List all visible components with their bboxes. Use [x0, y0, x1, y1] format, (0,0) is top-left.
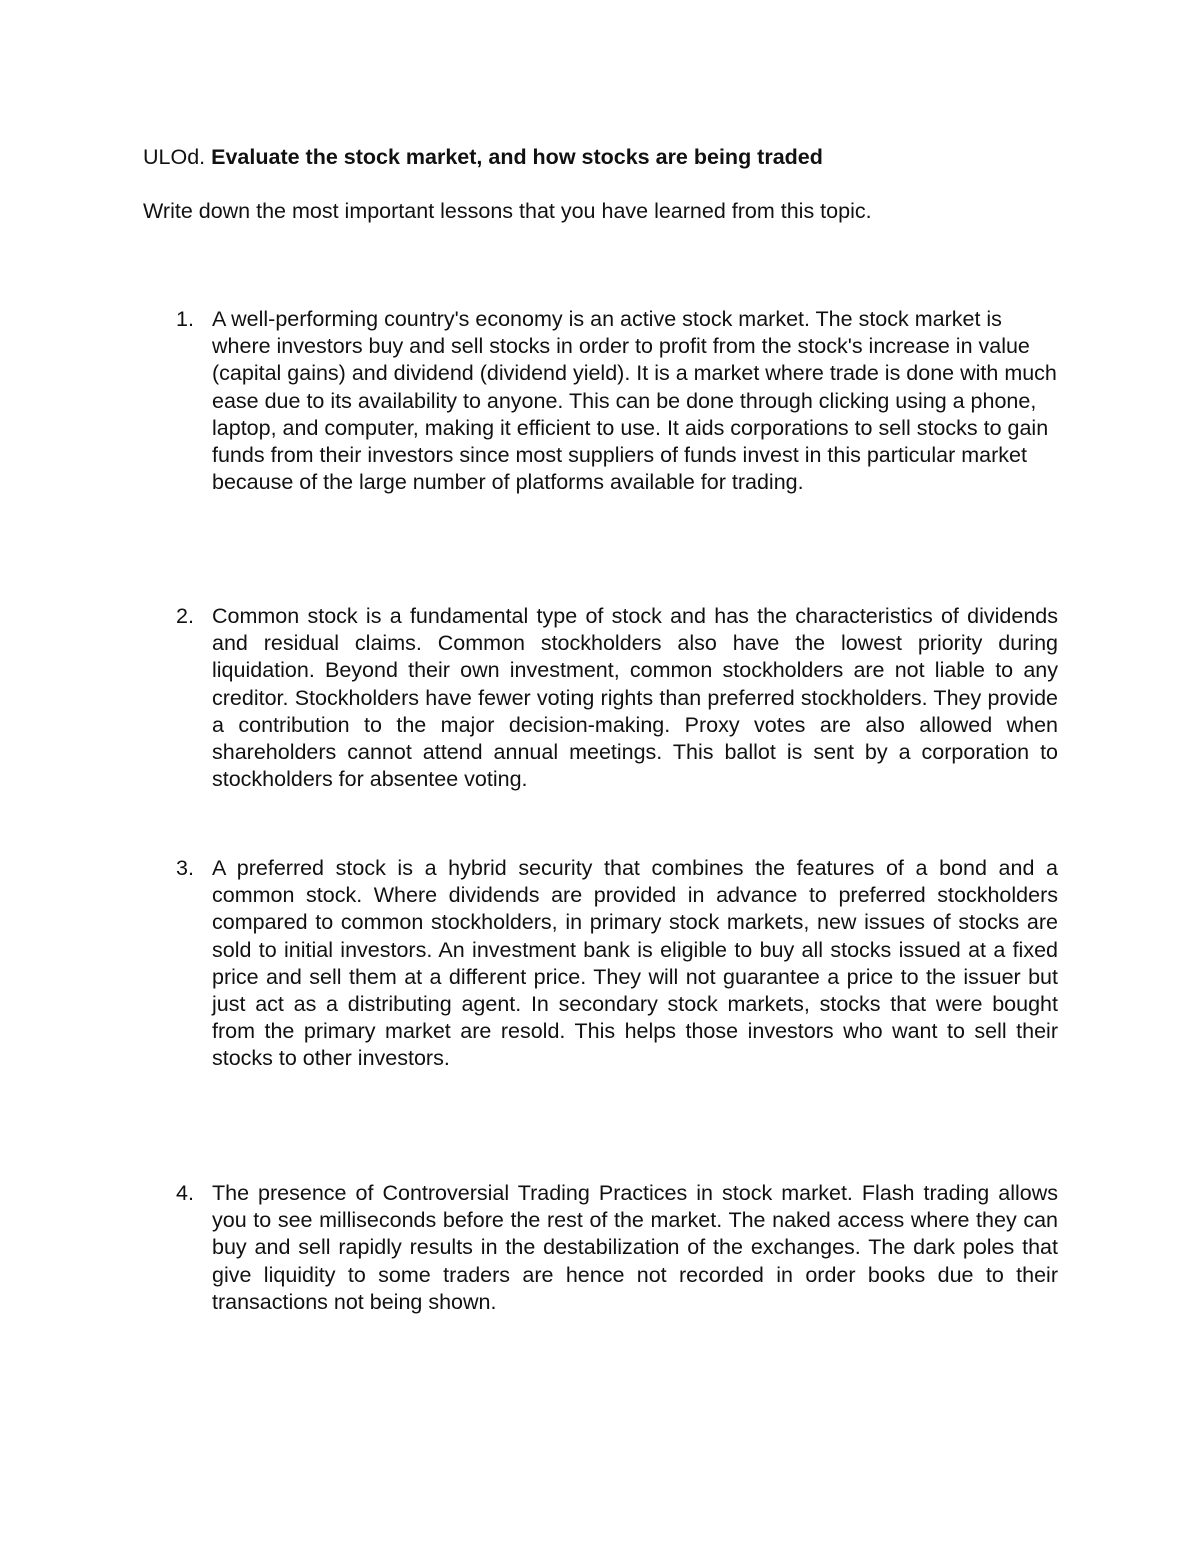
list-item-text: A well-performing country's economy is an active stock market. The stock market is where investors buy and sell stocks in order to profit from the stock's increase in value (capital gains) and dividend (dividend yield). It is a market where trade is done with much ease due to its availability to anyone. This can be done through clicking using a phone, laptop, and computer, making it efficient to use. It aids corporations to sell stocks to gain funds from their investors since most suppliers of funds invest in this particular market because of the large number of platforms available for trading.	[212, 307, 1057, 495]
list-item-text: Common stock is a fundamental type of stock and has the characteristics of dividends and residual claims. Common stockholders also have the lowest priority during liquidation. Beyond their own investment, common stockholders are not liable to any creditor. Stockholders have fewer voting rights than preferred stockholders. They provide a contribution to the major decision-making. Proxy votes are also allowed when shareholders cannot attend annual meetings. This ballot is sent by a corporation to stockholders for absentee voting.	[212, 604, 1058, 792]
list-item	[176, 855, 1058, 1073]
heading-title: Evaluate the stock market, and how stocks are being traded	[211, 145, 823, 169]
list-item	[176, 603, 1058, 793]
list-item-text: A preferred stock is a hybrid security that combines the features of a bond and a common stock. Where dividends are provided in advance to preferred stockholders compared to common stockholders, in primary stock markets, new issues of stocks are sold to initial investors. An investment bank is eligible to buy all stocks issued at a fixed price and sell them at a different price. They will not guarantee a price to the issuer but just act as a distributing agent. In secondary stock markets, stocks that were bought from the primary market are resold. This helps those investors who want to sell their stocks to other investors.	[212, 856, 1058, 1071]
list-item-number: 1.	[176, 307, 194, 331]
list-item-number: 2.	[176, 604, 194, 628]
heading-code: ULOd.	[143, 145, 206, 169]
list-item-number: 4.	[176, 1181, 194, 1205]
list-item	[176, 306, 1058, 496]
list-item-text: The presence of Controversial Trading Practices in stock market. Flash trading allows you to see milliseconds before the rest of the market. The naked access where they can buy and sell rapidly results in the destabilization of the exchanges. The dark poles that give liquidity to some traders are hence not recorded in order books due to their transactions not being shown.	[212, 1181, 1058, 1314]
list-item-number: 3.	[176, 856, 194, 880]
list-item	[176, 1180, 1058, 1316]
page-heading	[143, 144, 823, 171]
instruction-text: Write down the most important lessons that you have learned from this topic.	[143, 199, 872, 223]
